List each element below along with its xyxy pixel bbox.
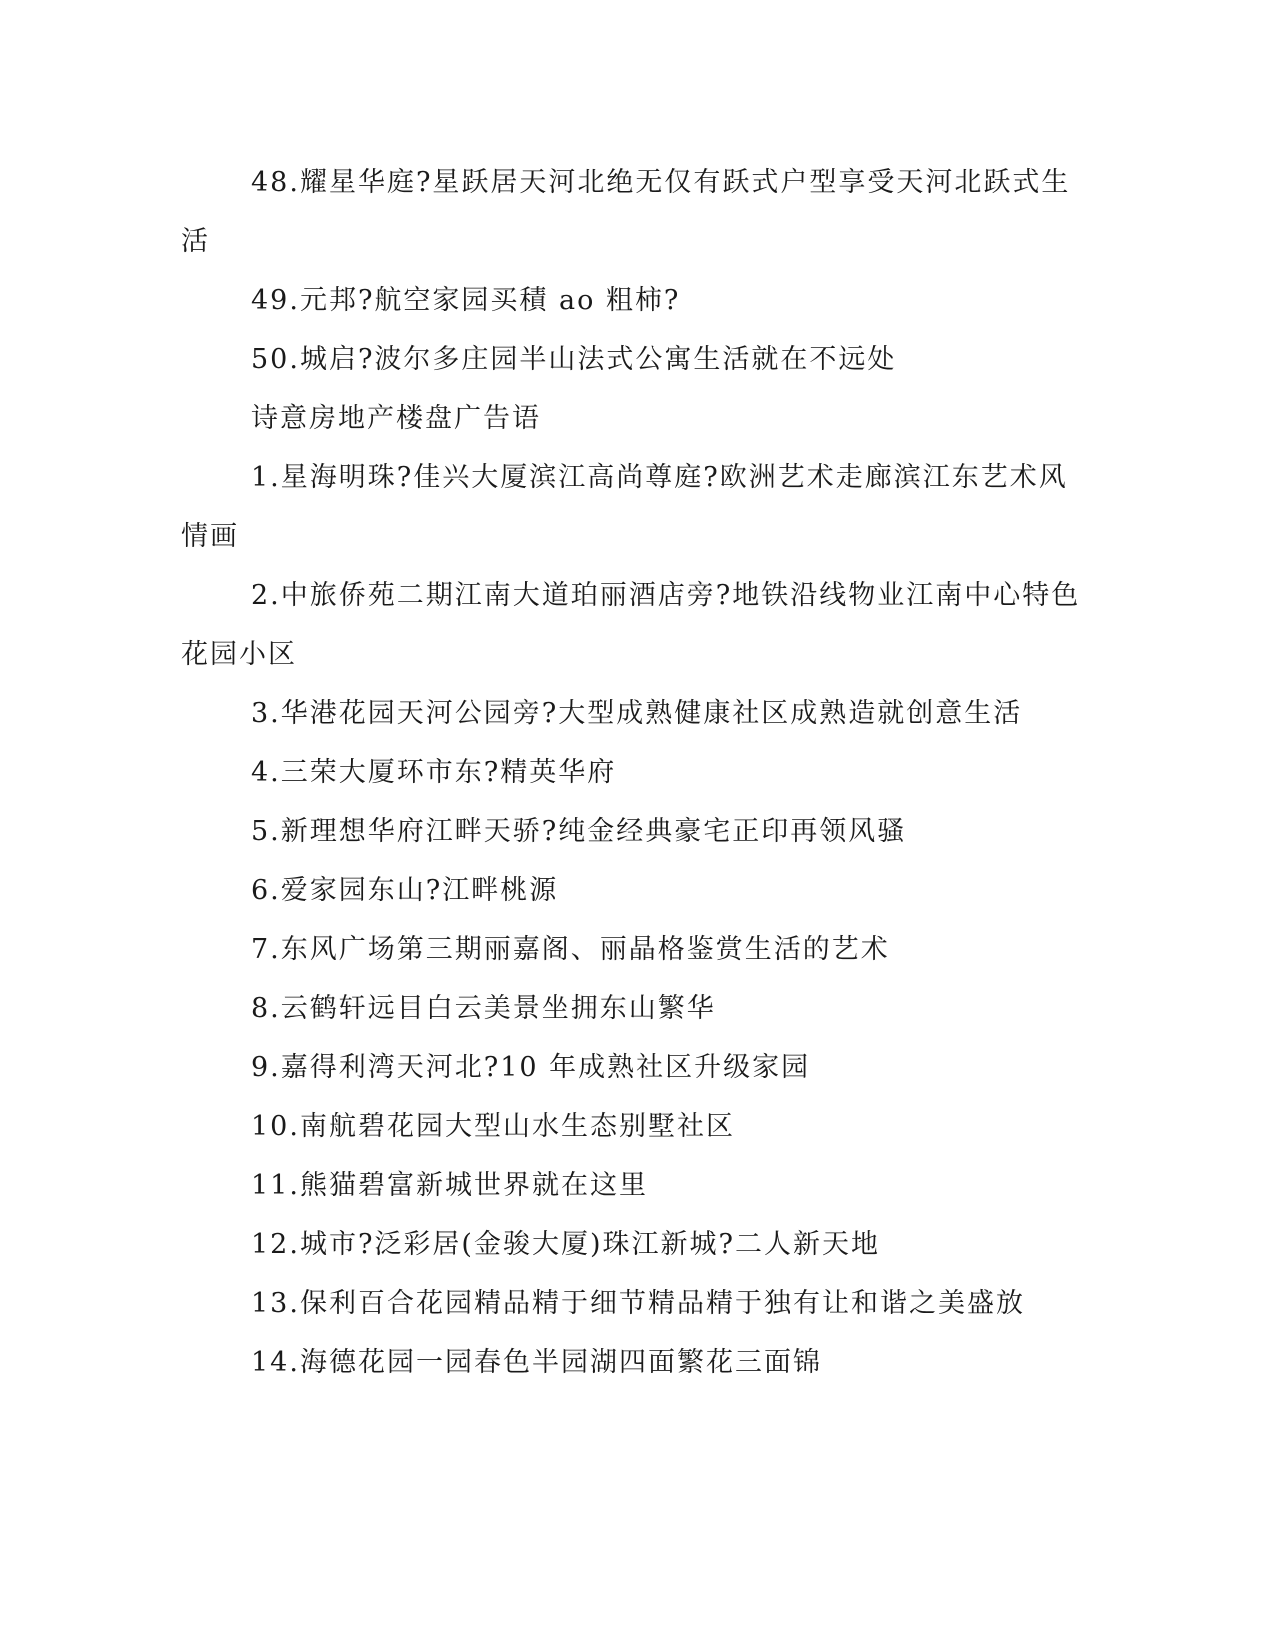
text-line: 7.东风广场第三期丽嘉阁、丽晶格鉴赏生活的艺术 (251, 934, 890, 965)
text-line: 活 (181, 226, 210, 257)
section-heading: 诗意房地产楼盘广告语 (251, 403, 541, 434)
text-line: 4.三荣大厦环市东?精英华府 (251, 757, 617, 788)
text-line: 10.南航碧花园大型山水生态别墅社区 (251, 1111, 735, 1142)
text-line: 11.熊猫碧富新城世界就在这里 (251, 1170, 648, 1201)
text-line: 6.爱家园东山?江畔桃源 (251, 875, 559, 906)
text-line: 花园小区 (181, 639, 297, 670)
text-line: 9.嘉得利湾天河北?10 年成熟社区升级家园 (251, 1052, 811, 1083)
text-line: 13.保利百合花园精品精于细节精品精于独有让和谐之美盛放 (251, 1288, 1025, 1319)
text-line: 49.元邦?航空家园买積 ao 粗柿? (251, 285, 681, 316)
text-line: 50.城启?波尔多庄园半山法式公寓生活就在不远处 (251, 344, 897, 375)
text-line: 3.华港花园天河公园旁?大型成熟健康社区成熟造就创意生活 (251, 698, 1023, 729)
text-line: 48.耀星华庭?星跃居天河北绝无仅有跃式户型享受天河北跃式生 (251, 167, 1071, 198)
document-body (181, 153, 1081, 1392)
text-line: 8.云鹤轩远目白云美景坐拥东山繁华 (251, 993, 716, 1024)
text-line: 1.星海明珠?佳兴大厦滨江高尚尊庭?欧洲艺术走廊滨江东艺术风 (251, 462, 1068, 493)
text-line: 14.海德花园一园春色半园湖四面繁花三面锦 (251, 1347, 822, 1378)
text-line: 12.城市?泛彩居(金骏大厦)珠江新城?二人新天地 (251, 1229, 880, 1260)
text-line: 情画 (181, 521, 239, 552)
text-line: 5.新理想华府江畔天骄?纯金经典豪宅正印再领风骚 (251, 816, 907, 847)
text-line: 2.中旅侨苑二期江南大道珀丽酒店旁?地铁沿线物业江南中心特色 (251, 580, 1081, 611)
